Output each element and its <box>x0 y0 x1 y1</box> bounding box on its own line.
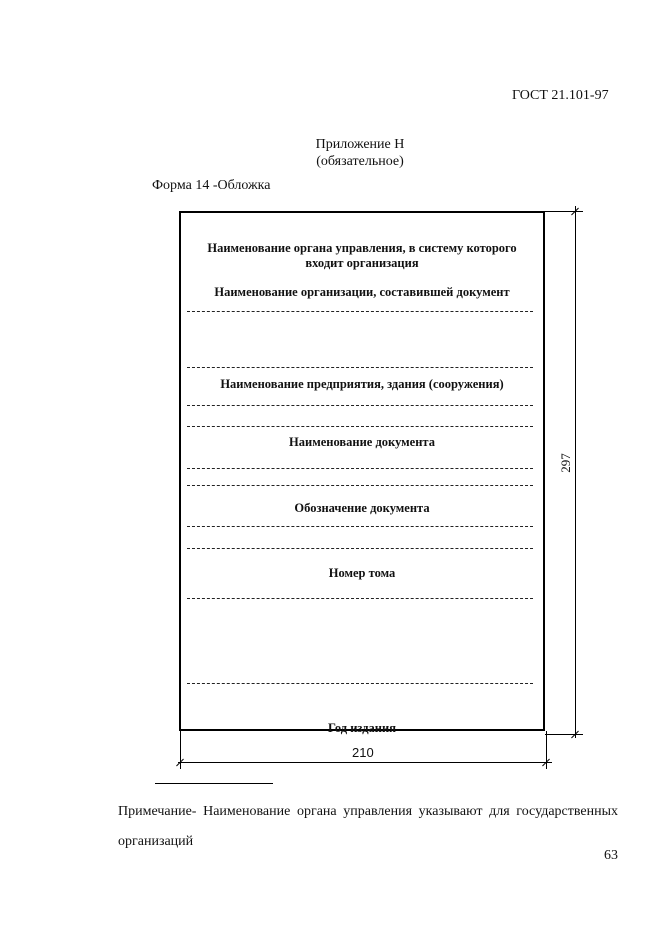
dashed-line <box>187 548 533 549</box>
appendix-heading <box>280 136 440 170</box>
dimension-line-horizontal <box>178 762 552 763</box>
dashed-line <box>187 311 533 312</box>
page-number: 63 <box>604 848 618 863</box>
height-dimension: 297 <box>557 453 573 473</box>
cover-frame <box>179 211 545 735</box>
dashed-line <box>187 485 533 486</box>
dashed-line <box>187 683 533 684</box>
appendix-title: Приложение Н <box>315 137 405 152</box>
note-text: Примечание- Наименование органа управления указывают для государственных организаций <box>118 804 618 849</box>
dashed-line <box>187 367 533 368</box>
dimension-extension <box>545 211 583 212</box>
field-volume: Номер тома <box>328 566 396 580</box>
dashed-line <box>187 526 533 527</box>
dimension-extension <box>546 731 547 769</box>
dimension-line-vertical <box>575 206 576 738</box>
standard-code: ГОСТ 21.101-97 <box>512 88 609 103</box>
form-label: Форма 14 -Обложка <box>152 178 271 193</box>
dashed-line <box>187 598 533 599</box>
dimension-extension <box>545 734 583 735</box>
footnote-separator <box>155 783 273 784</box>
dashed-line <box>187 468 533 469</box>
appendix-subtitle: (обязательное) <box>316 154 404 169</box>
width-dimension: 210 <box>352 745 374 760</box>
field-document-code: Обозначение документа <box>294 501 430 515</box>
field-organization: Наименование организации, составившей документ <box>214 285 510 299</box>
dashed-line <box>187 405 533 406</box>
field-document-name: Наименование документа <box>289 435 435 449</box>
field-authority: Наименование органа управления, в систему которого входит организация <box>207 241 517 270</box>
field-year: Год издания <box>328 721 396 735</box>
dimension-extension <box>180 731 181 769</box>
field-enterprise: Наименование предприятия, здания (сооружения) <box>220 377 504 391</box>
dashed-line <box>187 426 533 427</box>
